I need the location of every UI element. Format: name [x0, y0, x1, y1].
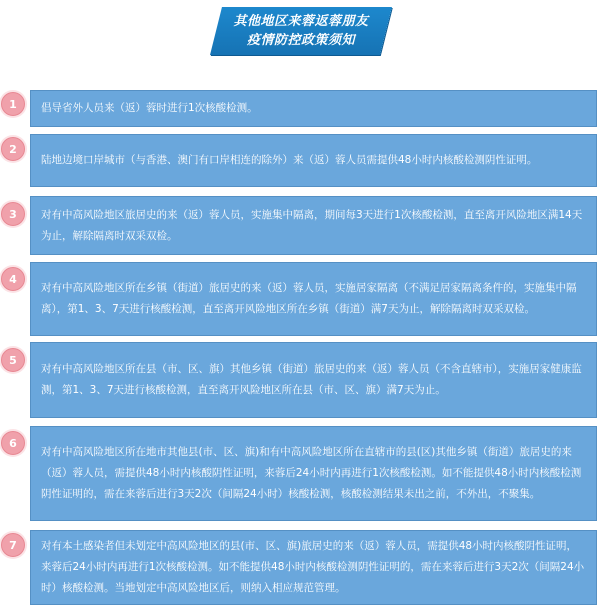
- page-title: [216, 9, 386, 53]
- item-number-badge: 4: [1, 267, 25, 291]
- policy-item-text: 倡导省外人员来（返）蓉时进行1次核酸检测。: [41, 102, 258, 114]
- policy-item-text: 对有中高风险地区所在乡镇（街道）旅居史的来（返）蓉人员，实施居家隔离（不满足居家隔离条件的，实施集中隔离），第1、3、7天进行核酸检测，直至离开风险地区所在乡镇（街道）满7天为止，解除隔离时双采双检。: [41, 282, 577, 315]
- policy-item: [30, 426, 597, 521]
- policy-item: [30, 196, 597, 255]
- policy-item: [30, 90, 597, 127]
- policy-item-text: 对有中高风险地区旅居史的来（返）蓉人员，实施集中隔离，期间每3天进行1次核酸检测，直至离开风险地区满14天为止，解除隔离时双采双检。: [41, 208, 583, 242]
- title-line-2: 疫情防控政策须知: [246, 33, 355, 48]
- policy-item: [30, 262, 597, 336]
- item-number-badge: 1: [1, 92, 25, 116]
- item-number-badge: 3: [1, 202, 25, 226]
- policy-item-text: 对有本土感染者但未划定中高风险地区的县(市、区、旗)旅居史的来（返）蓉人员，需提供48小时内核酸阴性证明，来蓉后24小时内再进行1次核酸检测。如不能提供48小时内核酸检测阴性证明的，需在来蓉后进行3天2次（间隔24小时）核酸检测。当地划定中高风险地区后，则纳入相应规范管理。: [41, 540, 585, 594]
- policy-item-text: 对有中高风险地区所在县（市、区、旗）其他乡镇（街道）旅居史的来（返）蓉人员（不含直辖市），实施居家健康监测，第1、3、7天进行核酸检测，直至离开风险地区所在县（市、区、旗）满7天为止。: [41, 363, 582, 396]
- policy-item: [30, 530, 597, 605]
- item-number-badge: 6: [1, 431, 25, 455]
- policy-item-text: 对有中高风险地区所在地市其他县(市、区、旗)和有中高风险地区所在直辖市的县(区)其他乡镇（街道）旅居史的来（返）蓉人员，需提供48小时内核酸阴性证明，来蓉后24小时内再进行1次核酸检测。如不能提供48小时内核酸检测阴性证明的，需在来蓉后进行3天2次（间隔24小时）核酸检测，核酸检测结果未出之前，不外出，不聚集。: [41, 446, 582, 500]
- policy-item-text: 陆地边境口岸城市（与香港、澳门有口岸相连的除外）来（返）蓉人员需提供48小时内核酸检测阴性证明。: [41, 154, 538, 166]
- item-number-badge: 7: [1, 533, 25, 557]
- title-line-1: 其他地区来蓉返蓉朋友: [233, 14, 369, 29]
- item-number-badge: 5: [1, 348, 25, 372]
- policy-item: [30, 134, 597, 187]
- policy-item: [30, 342, 597, 418]
- item-number-badge: 2: [1, 137, 25, 161]
